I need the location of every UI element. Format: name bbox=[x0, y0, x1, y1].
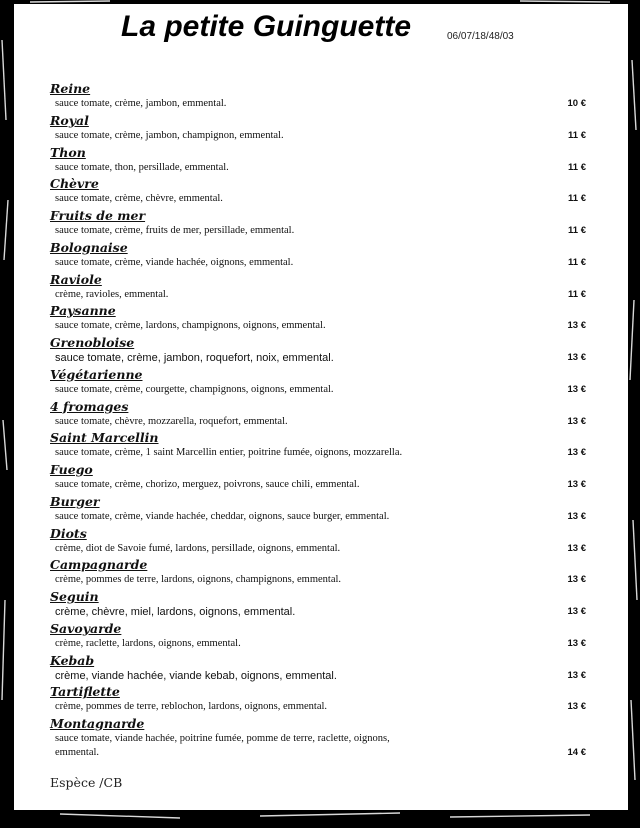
menu-item bbox=[50, 653, 590, 685]
pizza-name: Thon bbox=[50, 144, 86, 160]
pizza-price: 10 € bbox=[567, 98, 586, 109]
pizza-ingredients: sauce tomate, crème, viande hachée, cheddar, oignons, sauce burger, emmental. bbox=[55, 510, 390, 522]
menu-item bbox=[50, 716, 590, 764]
pizza-ingredients: sauce tomate, crème, jambon, champignon, emmental. bbox=[55, 129, 284, 141]
pizza-name: Saint Marcellin bbox=[50, 430, 159, 446]
pizza-price: 11 € bbox=[568, 161, 586, 173]
pizza-name: Royal bbox=[50, 112, 89, 128]
pizza-ingredients: sauce tomate, crème, fruits de mer, persillade, emmental. bbox=[55, 225, 295, 236]
pizza-ingredients: crème, chèvre, miel, lardons, oignons, emmental. bbox=[55, 606, 296, 618]
pizza-name: Tartiflette bbox=[50, 684, 120, 700]
pizza-name: Burger bbox=[50, 493, 100, 509]
menu-item bbox=[50, 367, 590, 399]
pizza-name: Fuego bbox=[50, 462, 93, 477]
pizza-price: 13 € bbox=[567, 701, 586, 713]
pizza-price: 13 € bbox=[567, 320, 586, 332]
pizza-price: 13 € bbox=[567, 637, 586, 649]
menu-item bbox=[50, 113, 590, 145]
pizza-ingredients: sauce tomate, crème, 1 saint Marcellin entier, poitrine fumée, oignons, mozzarella. bbox=[55, 447, 403, 459]
menu-item bbox=[50, 240, 590, 272]
pizza-name: Fruits de mer bbox=[50, 208, 146, 223]
menu-item bbox=[50, 430, 590, 462]
payment-methods: Espèce /CB bbox=[50, 775, 123, 790]
pizza-price: 13 € bbox=[567, 383, 586, 395]
pizza-ingredients: sauce tomate, crème, jambon, emmental. bbox=[55, 98, 227, 109]
pizza-ingredients: sauce tomate, crème, chorizo, merguez, poivrons, sauce chili, emmental. bbox=[55, 479, 360, 490]
pizza-ingredients: crème, pommes de terre, lardons, oignons, champignons, emmental. bbox=[55, 574, 342, 586]
pizza-price: 11 € bbox=[568, 129, 586, 141]
pizza-name: Raviole bbox=[50, 271, 102, 287]
pizza-ingredients: sauce tomate, chèvre, mozzarella, roquefort, emmental. bbox=[55, 415, 288, 427]
menu-item bbox=[50, 557, 590, 589]
pizza-price: 13 € bbox=[567, 510, 586, 522]
pizza-ingredients: sauce tomate, crème, chèvre, emmental. bbox=[55, 193, 223, 205]
pizza-name: Diots bbox=[50, 525, 87, 541]
pizza-ingredients: sauce tomate, crème, viande hachée, oignons, emmental. bbox=[55, 256, 294, 268]
pizza-price: 11 € bbox=[568, 193, 586, 205]
pizza-ingredients: crème, raclette, lardons, oignons, emmental. bbox=[55, 637, 241, 649]
pizza-name: Montagnarde bbox=[50, 716, 145, 731]
menu-item bbox=[50, 303, 590, 335]
menu-item bbox=[50, 462, 590, 494]
menu-item bbox=[50, 589, 590, 621]
pizza-price: 13 € bbox=[567, 542, 586, 554]
pizza-name: Campagnarde bbox=[50, 557, 148, 573]
pizza-name: Savoyarde bbox=[50, 620, 122, 636]
pizza-price: 14 € bbox=[567, 747, 586, 758]
pizza-price: 13 € bbox=[567, 415, 586, 427]
restaurant-title: La petite Guinguette bbox=[121, 10, 412, 43]
pizza-name: Paysanne bbox=[50, 303, 116, 319]
pizza-name: 4 fromages bbox=[50, 398, 129, 414]
menu-item bbox=[50, 145, 590, 177]
pizza-name: Chèvre bbox=[50, 176, 99, 192]
menu-item bbox=[50, 272, 590, 304]
pizza-price: 11 € bbox=[568, 256, 586, 268]
pizza-ingredients: sauce tomate, viande hachée, poitrine fumée, pomme de terre, raclette, oignons, emmental. bbox=[55, 733, 390, 758]
menu-item bbox=[50, 526, 590, 558]
pizza-ingredients: crème, viande hachée, viande kebab, oignons, emmental. bbox=[55, 669, 337, 682]
pizza-ingredients: crème, pommes de terre, reblochon, lardons, oignons, emmental. bbox=[55, 701, 328, 713]
pizza-menu bbox=[50, 81, 590, 764]
menu-item bbox=[50, 208, 590, 240]
pizza-name: Végétarienne bbox=[50, 366, 143, 382]
pizza-name: Reine bbox=[50, 81, 91, 96]
print-timestamp: 06/07/18/48/03 bbox=[447, 31, 514, 42]
pizza-ingredients: crème, ravioles, emmental. bbox=[55, 288, 169, 300]
pizza-ingredients: sauce tomate, crème, courgette, champignons, oignons, emmental. bbox=[55, 383, 334, 395]
pizza-price: 13 € bbox=[567, 669, 586, 681]
pizza-name: Bolognaise bbox=[50, 239, 128, 255]
pizza-price: 13 € bbox=[567, 447, 586, 459]
pizza-name: Seguin bbox=[50, 589, 99, 604]
menu-item bbox=[50, 621, 590, 653]
menu-item bbox=[50, 684, 590, 716]
menu-item bbox=[50, 335, 590, 367]
pizza-name: Grenobloise bbox=[50, 335, 135, 350]
pizza-ingredients: sauce tomate, crème, lardons, champignons, oignons, emmental. bbox=[55, 320, 326, 332]
pizza-ingredients: crème, diot de Savoie fumé, lardons, persillade, oignons, emmental. bbox=[55, 542, 341, 554]
menu-item bbox=[50, 176, 590, 208]
menu-item bbox=[50, 494, 590, 526]
pizza-price: 13 € bbox=[567, 352, 586, 363]
pizza-price: 11 € bbox=[568, 225, 586, 236]
pizza-price: 11 € bbox=[568, 288, 586, 300]
pizza-price: 13 € bbox=[567, 574, 586, 586]
pizza-price: 13 € bbox=[567, 479, 586, 490]
pizza-ingredients: sauce tomate, thon, persillade, emmental. bbox=[55, 161, 229, 173]
pizza-name: Kebab bbox=[50, 652, 95, 668]
menu-item bbox=[50, 399, 590, 431]
menu-item bbox=[50, 81, 590, 113]
pizza-ingredients: sauce tomate, crème, jambon, roquefort, noix, emmental. bbox=[55, 352, 334, 364]
pizza-price: 13 € bbox=[567, 606, 586, 617]
